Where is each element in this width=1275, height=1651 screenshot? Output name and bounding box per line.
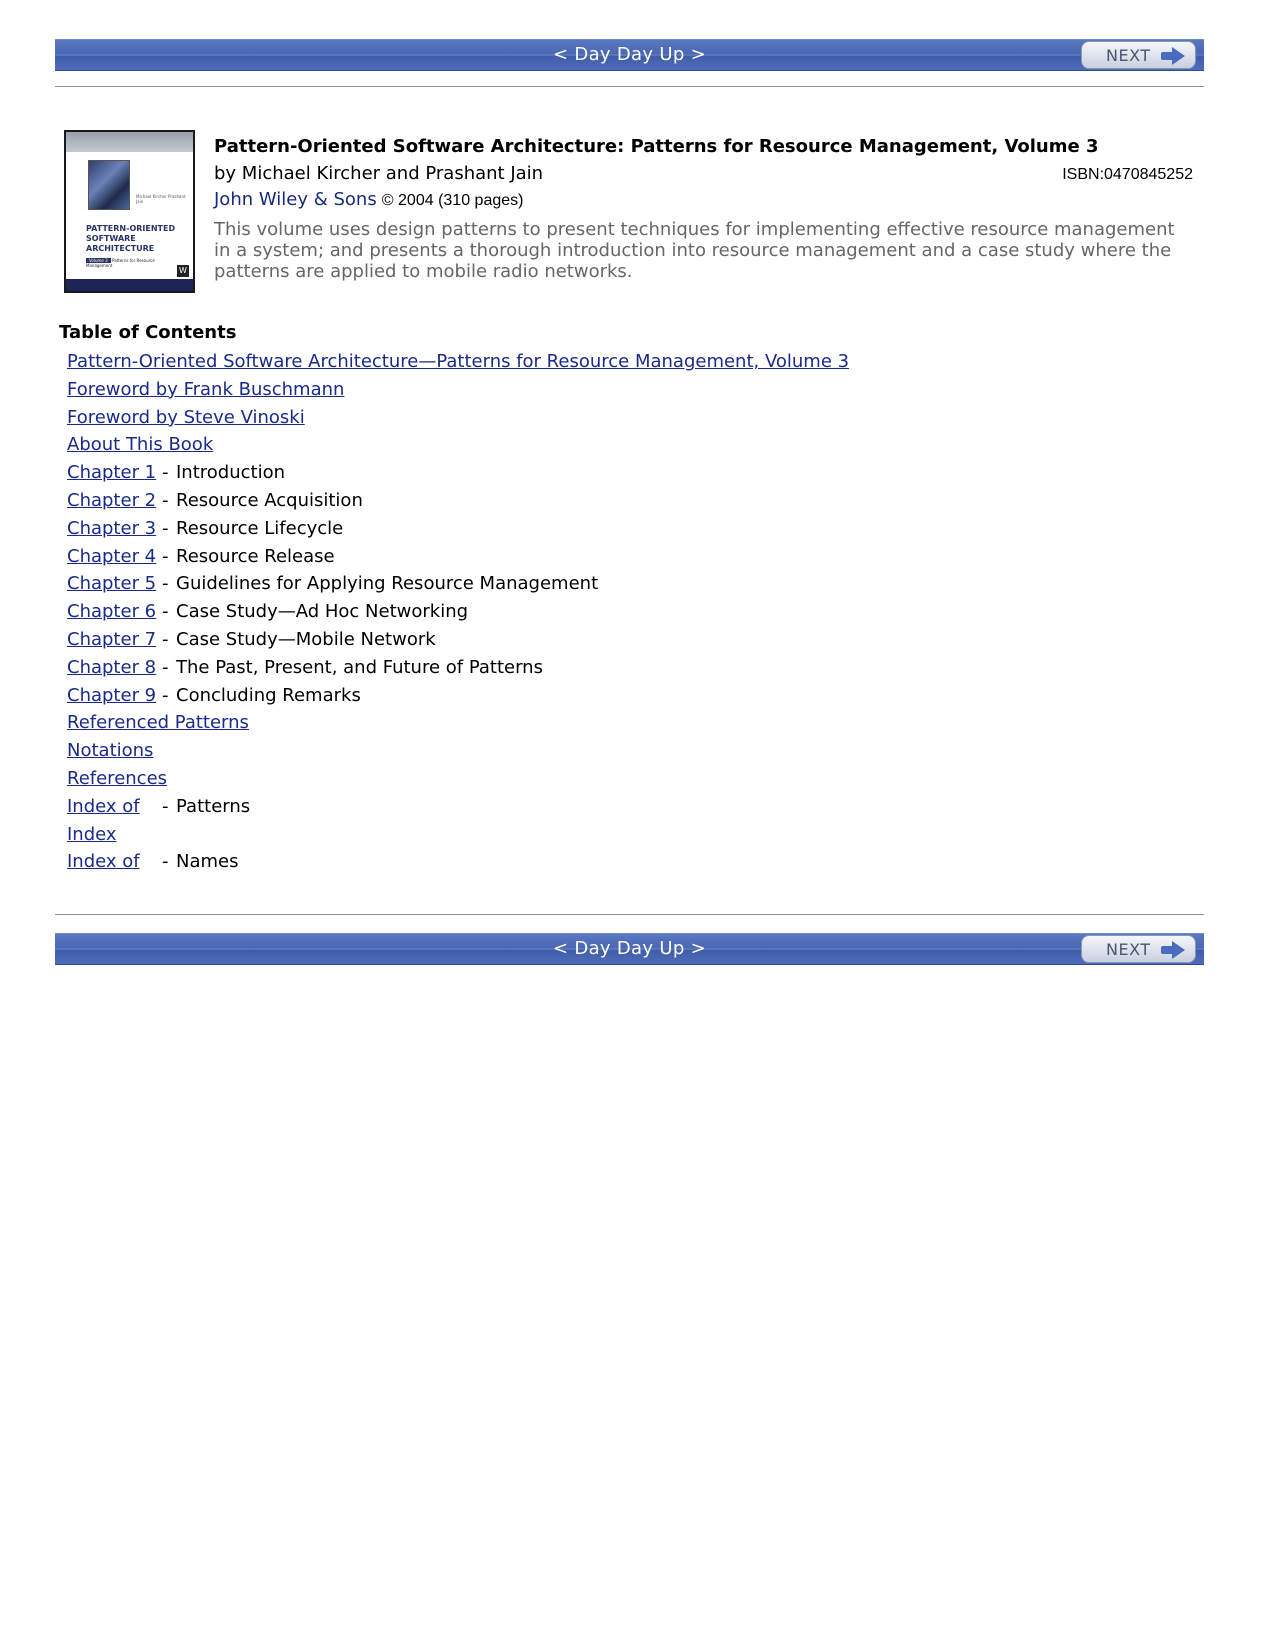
toc-link[interactable]: Index of bbox=[67, 795, 140, 817]
cover-title-line-3: ARCHITECTURE bbox=[86, 244, 155, 253]
toc-link[interactable]: Chapter 8 bbox=[67, 656, 157, 678]
book-authors: by Michael Kircher and Prashant Jain bbox=[214, 163, 544, 184]
toc-link[interactable]: Referenced Patterns bbox=[67, 712, 249, 734]
toc-description: Guidelines for Applying Resource Management bbox=[176, 573, 599, 595]
toc-link[interactable]: Chapter 1 bbox=[67, 462, 157, 484]
toc-separator: - bbox=[162, 628, 169, 650]
toc-item bbox=[67, 517, 849, 545]
bottom-divider bbox=[55, 914, 1204, 915]
next-button[interactable] bbox=[1081, 41, 1196, 69]
right-arrow-icon bbox=[1160, 46, 1186, 66]
toc-item bbox=[67, 628, 849, 656]
cover-authors: Michael Kircher Prashant Jain bbox=[136, 194, 186, 204]
publisher-name: John Wiley & Sons bbox=[214, 189, 377, 210]
toc-item bbox=[67, 684, 849, 712]
top-navigation-bar bbox=[55, 39, 1204, 71]
toc-link[interactable]: Notations bbox=[67, 740, 154, 762]
toc-description: The Past, Present, and Future of Patterns bbox=[176, 656, 543, 678]
toc-description: Names bbox=[176, 851, 239, 873]
cover-title bbox=[86, 224, 175, 254]
toc-link[interactable]: Foreword by Frank Buschmann bbox=[67, 378, 345, 400]
nav-title[interactable]: < Day Day Up > bbox=[553, 44, 706, 65]
toc-item bbox=[67, 795, 849, 823]
toc-link[interactable]: Chapter 3 bbox=[67, 517, 157, 539]
toc-separator: - bbox=[162, 851, 169, 873]
toc-separator: - bbox=[162, 573, 169, 595]
toc-item bbox=[67, 545, 849, 573]
toc-item bbox=[67, 739, 849, 767]
toc-separator: - bbox=[162, 517, 169, 539]
toc-item bbox=[67, 433, 849, 461]
book-cover-image bbox=[64, 130, 195, 293]
toc-description: Resource Lifecycle bbox=[176, 517, 344, 539]
toc-separator: - bbox=[162, 462, 169, 484]
toc-description: Case Study—Mobile Network bbox=[176, 628, 436, 650]
cover-volume-badge: Volume 3 bbox=[86, 258, 111, 263]
toc-link[interactable]: Chapter 5 bbox=[67, 573, 157, 595]
next-label: NEXT bbox=[1106, 940, 1151, 959]
toc-item bbox=[67, 823, 849, 851]
bottom-navigation-bar bbox=[55, 933, 1204, 965]
toc-item bbox=[67, 600, 849, 628]
toc-separator: - bbox=[162, 656, 169, 678]
toc-item bbox=[67, 572, 849, 600]
cover-photo bbox=[88, 160, 130, 210]
toc-link[interactable]: About This Book bbox=[67, 434, 214, 456]
book-isbn: ISBN:0470845252 bbox=[1062, 166, 1193, 183]
toc-description: Resource Release bbox=[176, 545, 335, 567]
toc-separator: - bbox=[162, 601, 169, 623]
toc-item bbox=[67, 461, 849, 489]
toc-link[interactable]: Chapter 4 bbox=[67, 545, 157, 567]
cover-title-line-1: PATTERN-ORIENTED bbox=[86, 224, 176, 233]
toc-heading: Table of Contents bbox=[59, 322, 237, 343]
toc-link[interactable]: Index bbox=[67, 823, 117, 845]
toc-separator: - bbox=[162, 545, 169, 567]
toc-link[interactable]: Chapter 2 bbox=[67, 489, 157, 511]
toc-description: Concluding Remarks bbox=[176, 684, 361, 706]
toc-description: Case Study—Ad Hoc Networking bbox=[176, 601, 469, 623]
cover-header-band bbox=[66, 132, 193, 152]
toc-link[interactable]: Chapter 9 bbox=[67, 684, 157, 706]
toc-link[interactable]: Chapter 7 bbox=[67, 628, 157, 650]
toc-item bbox=[67, 850, 849, 878]
cover-footer-band bbox=[66, 279, 193, 291]
publisher-logo-icon: W bbox=[177, 265, 189, 277]
toc-list bbox=[67, 350, 849, 878]
book-title: Pattern-Oriented Software Architecture: Patterns for Resource Management, Volume 3 bbox=[214, 136, 1099, 157]
cover-volume bbox=[86, 258, 180, 268]
toc-item bbox=[67, 378, 849, 406]
toc-item bbox=[67, 489, 849, 517]
toc-description: Patterns bbox=[176, 795, 251, 817]
top-divider bbox=[55, 86, 1204, 87]
next-button[interactable] bbox=[1081, 935, 1196, 963]
toc-item bbox=[67, 711, 849, 739]
next-label: NEXT bbox=[1106, 46, 1151, 65]
toc-link[interactable]: References bbox=[67, 767, 168, 789]
cover-title-line-2: SOFTWARE bbox=[86, 234, 136, 243]
toc-item bbox=[67, 767, 849, 795]
toc-item bbox=[67, 350, 849, 378]
toc-separator: - bbox=[162, 795, 169, 817]
publisher-line bbox=[214, 189, 523, 212]
toc-link[interactable]: Index of bbox=[67, 851, 140, 873]
cover-volume-text: Patterns for Resource Management bbox=[86, 258, 155, 268]
book-description: This volume uses design patterns to present techniques for implementing effective resource management in a system; and presents a thorough introduction into resource management and a case study where the patterns are applied to mobile radio networks. bbox=[214, 219, 1175, 282]
toc-link[interactable]: Chapter 6 bbox=[67, 601, 157, 623]
nav-title[interactable]: < Day Day Up > bbox=[553, 938, 706, 959]
toc-link[interactable]: Pattern-Oriented Software Architecture—Patterns for Resource Management, Volume 3 bbox=[67, 351, 850, 372]
toc-item bbox=[67, 406, 849, 434]
toc-description: Resource Acquisition bbox=[176, 489, 363, 511]
toc-separator: - bbox=[162, 489, 169, 511]
toc-separator: - bbox=[162, 684, 169, 706]
toc-item bbox=[67, 656, 849, 684]
right-arrow-icon bbox=[1160, 940, 1186, 960]
toc-description: Introduction bbox=[176, 462, 286, 484]
publication-meta: © 2004 (310 pages) bbox=[381, 192, 524, 209]
toc-link[interactable]: Foreword by Steve Vinoski bbox=[67, 406, 305, 428]
